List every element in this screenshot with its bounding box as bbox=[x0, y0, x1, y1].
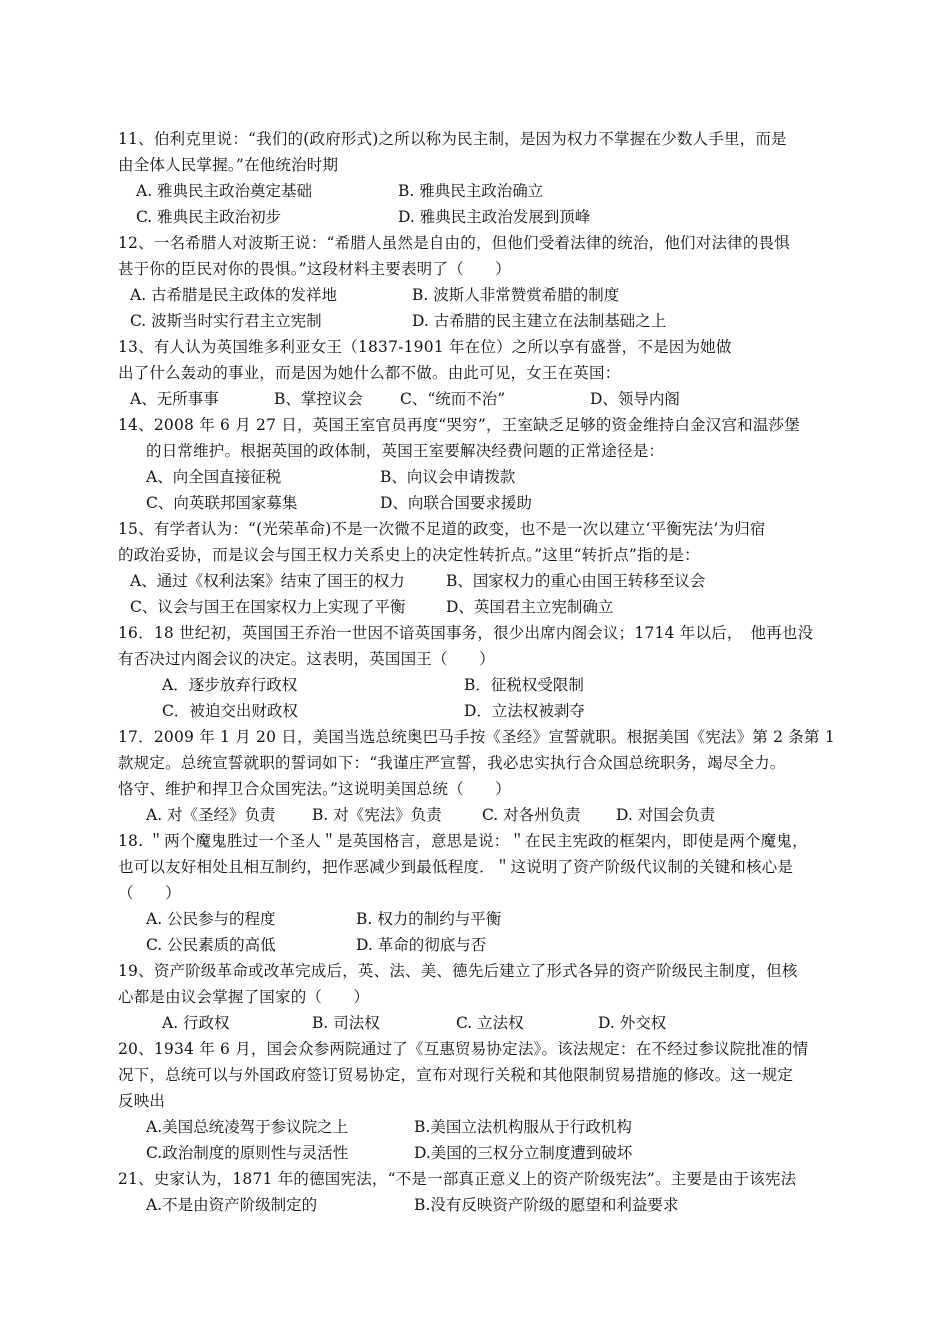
q14-option-a: A、向全国直接征税 bbox=[146, 468, 282, 486]
q20-stem-line1: 20、1934 年 6 月，国会众参两院通过了《互惠贸易协定法》。该法规定：在不经过参议院批准的情 bbox=[118, 1040, 809, 1058]
q16-stem-line1: 16．18 世纪初，英国国王乔治一世因不谙英国事务，很少出席内阁会议；1714 年以后， 他再也没 bbox=[118, 624, 814, 642]
q19-stem-line1: 19、资产阶级革命或改革完成后，英、法、美、德先后建立了形式各异的资产阶级民主制度，但核 bbox=[118, 962, 798, 980]
q11-option-a: A. 雅典民主政治奠定基础 bbox=[136, 182, 313, 200]
q17-option-d: D. 对国会负责 bbox=[616, 806, 716, 824]
q18-stem-line2: 也可以友好相处且相互制约，把作恶减少到最低程度．＂这说明了资产阶级代议制的关键和核心是 bbox=[118, 858, 794, 876]
q15-option-a: A、通过《权利法案》结束了国王的权力 bbox=[130, 572, 405, 590]
q12-option-a: A. 古希腊是民主政体的发祥地 bbox=[130, 286, 338, 304]
q11-option-c: C. 雅典民主政治初步 bbox=[136, 208, 282, 226]
q20-stem-line3: 反映出 bbox=[118, 1092, 166, 1110]
q17-option-b: B. 对《宪法》负责 bbox=[312, 806, 442, 824]
q19-option-a: A. 行政权 bbox=[162, 1014, 230, 1032]
q14-stem-line1: 14、2008 年 6 月 27 日，英国王室官员再度“哭穷”，王室缺乏足够的资金维持白金汉宫和温莎堡 bbox=[118, 416, 800, 434]
q16-stem-line2: 有否决过内阁会议的决定。这表明，英国国王（ ） bbox=[118, 650, 495, 668]
q16-option-a: A．逐步放弃行政权 bbox=[162, 676, 298, 694]
q13-option-d: D、领导内阁 bbox=[590, 390, 680, 408]
q20-stem-line2: 况下，总统可以与外国政府签订贸易协定，宣布对现行关税和其他限制贸易措施的修改。这一规定 bbox=[118, 1066, 794, 1084]
q17-option-a: A. 对《圣经》负责 bbox=[146, 806, 276, 824]
q12-option-d: D. 古希腊的民主建立在法制基础之上 bbox=[412, 312, 667, 330]
q21-option-b: B.没有反映资产阶级的愿望和利益要求 bbox=[414, 1196, 679, 1214]
q20-option-d: D.美国的三权分立制度遭到破坏 bbox=[414, 1144, 633, 1162]
q14-option-d: D、向联合国要求援助 bbox=[380, 494, 532, 512]
q12-stem-line2: 甚于你的臣民对你的畏惧。”这段材料主要表明了（ ） bbox=[118, 260, 511, 278]
q18-option-a: A. 公民参与的程度 bbox=[146, 910, 276, 928]
q18-stem-line3: （ ） bbox=[118, 884, 181, 902]
q20-option-c: C.政治制度的原则性与灵活性 bbox=[146, 1144, 349, 1162]
q19-stem-line2: 心都是由议会掌握了国家的（ ） bbox=[118, 988, 370, 1006]
q21-option-a: A.不是由资产阶级制定的 bbox=[146, 1196, 318, 1214]
q14-stem-line2: 的日常维护。根据英国的政体制，英国王室要解决经费问题的正常途径是： bbox=[146, 442, 665, 460]
q12-option-c: C. 波斯当时实行君主立宪制 bbox=[130, 312, 322, 330]
q12-stem-line1: 12、一名希腊人对波斯王说：“希腊人虽然是自由的，但他们受着法律的统治，他们对法律的畏惧 bbox=[118, 234, 790, 252]
q13-option-b: B、掌控议会 bbox=[274, 390, 363, 408]
q11-stem-line2: 由全体人民掌握。”在他统治时期 bbox=[118, 156, 339, 174]
q13-option-c: C、“统而不治” bbox=[400, 390, 506, 408]
q18-option-d: D. 革命的彻底与否 bbox=[356, 936, 487, 954]
q14-option-c: C、向英联邦国家募集 bbox=[146, 494, 298, 512]
q18-stem-line1: 18. ＂两个魔鬼胜过一个圣人＂是英国格言，意思是说：＂在民主宪政的框架内，即使是两个魔鬼， bbox=[118, 832, 808, 850]
q20-option-a: A.美国总统凌驾于参议院之上 bbox=[146, 1118, 349, 1136]
q15-option-b: B、国家权力的重心由国王转移至议会 bbox=[446, 572, 706, 590]
q11-option-b: B. 雅典民主政治确立 bbox=[398, 182, 544, 200]
q21-stem-line1: 21、史家认为，1871 年的德国宪法，“不是一部真正意义上的资产阶级宪法”。主要是由于该宪法 bbox=[118, 1170, 797, 1188]
q17-stem-line2: 款规定。总统宣誓就职的誓词如下：“我谨庄严宣誓，我必忠实执行合众国总统职务，竭尽全力。 bbox=[118, 754, 786, 772]
q13-option-a: A、无所事事 bbox=[130, 390, 219, 408]
q16-option-b: B．征税权受限制 bbox=[464, 676, 584, 694]
q18-option-c: C. 公民素质的高低 bbox=[146, 936, 276, 954]
q16-option-d: D．立法权被剥夺 bbox=[464, 702, 585, 720]
q15-stem-line1: 15、有学者认为：“(光荣革命)不是一次微不足道的政变，也不是一次以建立‘平衡宪法’为归宿 bbox=[118, 520, 766, 538]
q19-option-d: D. 外交权 bbox=[598, 1014, 667, 1032]
q12-option-b: B. 波斯人非常赞赏希腊的制度 bbox=[412, 286, 620, 304]
q18-option-b: B. 权力的制约与平衡 bbox=[356, 910, 502, 928]
q17-stem-line3: 恪守、维护和捍卫合众国宪法。”这说明美国总统（ ） bbox=[118, 780, 511, 798]
q15-option-c: C、议会与国王在国家权力上实现了平衡 bbox=[130, 598, 406, 616]
q11-stem-line1: 11、伯利克里说：“我们的(政府形式)之所以称为民主制，是因为权力不掌握在少数人手里，而是 bbox=[118, 130, 787, 148]
q19-option-c: C. 立法权 bbox=[456, 1014, 524, 1032]
q17-option-c: C. 对各州负责 bbox=[482, 806, 581, 824]
q13-stem-line1: 13、有人认为英国维多利亚女王（1837-1901 年在位）之所以享有盛誉，不是因为她做 bbox=[118, 338, 732, 356]
q17-stem-line1: 17．2009 年 1 月 20 日，美国当选总统奥巴马手按《圣经》宣誓就职。根据美国《宪法》第 2 条第 1 bbox=[118, 728, 835, 746]
q14-option-b: B、向议会申请拨款 bbox=[380, 468, 516, 486]
q19-option-b: B. 司法权 bbox=[312, 1014, 380, 1032]
q20-option-b: B.美国立法机构服从于行政机构 bbox=[414, 1118, 632, 1136]
q11-option-d: D. 雅典民主政治发展到顶峰 bbox=[398, 208, 591, 226]
q15-stem-line2: 的政治妥协，而是议会与国王权力关系史上的决定性转折点。”这里“转折点”指的是： bbox=[118, 546, 700, 564]
q16-option-c: C．被迫交出财政权 bbox=[162, 702, 298, 720]
q13-stem-line2: 出了什么轰动的事业，而是因为她什么都不做。由此可见，女王在英国： bbox=[118, 364, 621, 382]
q15-option-d: D、英国君主立宪制确立 bbox=[446, 598, 614, 616]
